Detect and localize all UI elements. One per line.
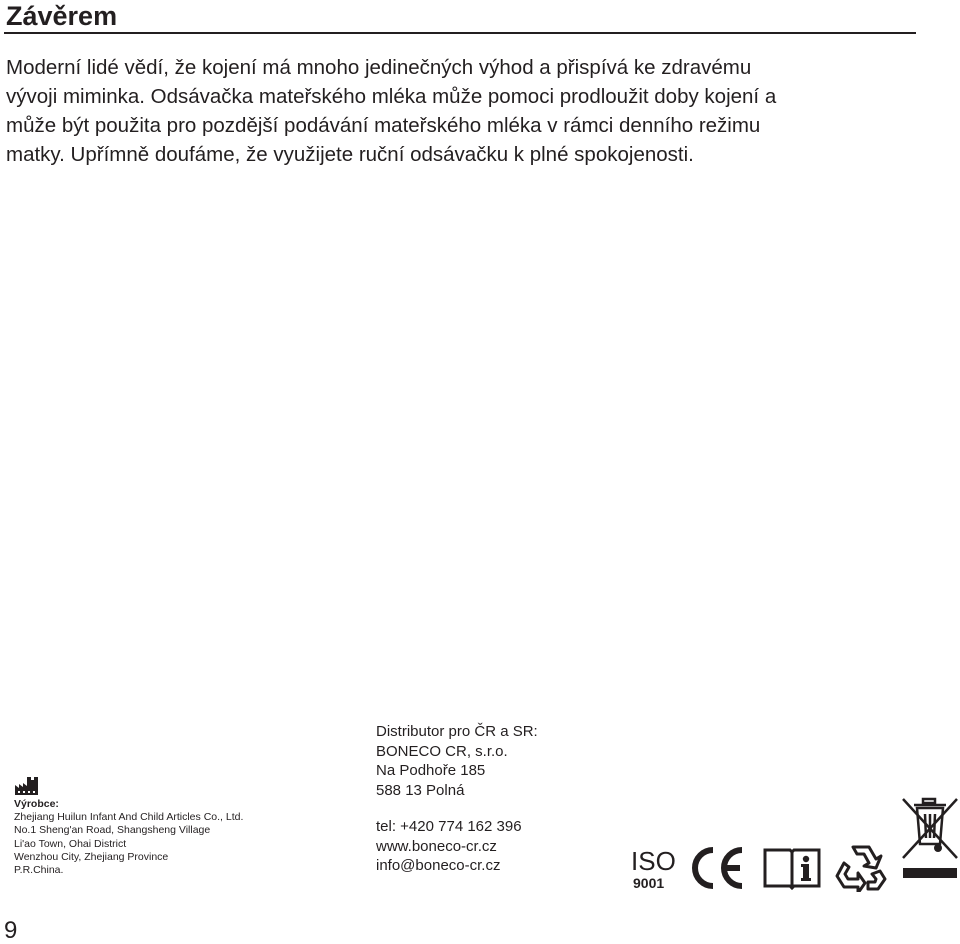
conclusion-paragraph bbox=[6, 53, 918, 169]
distributor-line: Na Podhoře 185 bbox=[376, 762, 486, 779]
distributor-contacts bbox=[376, 817, 522, 876]
manufacturer-block bbox=[14, 798, 243, 877]
paragraph-line: Moderní lidé vědí, že kojení má mnoho jedinečných výhod a přispívá ke zdravému bbox=[6, 56, 752, 79]
manufacturer-line: P.R.China. bbox=[14, 864, 64, 877]
paragraph-line: matky. Upřímně doufáme, že využijete ruční odsávačku k plné spokojenosti. bbox=[6, 143, 694, 166]
paragraph-line: může být použita pro pozdější podávání mateřského mléka v rámci denního režimu bbox=[6, 114, 761, 137]
manufacturer-label: Výrobce: bbox=[14, 798, 59, 810]
phone-text: tel: +420 774 162 396 bbox=[376, 818, 522, 835]
distributor-block bbox=[376, 722, 538, 800]
crossed-bin-icon bbox=[900, 796, 960, 892]
title-underline bbox=[4, 32, 916, 34]
iso-number: 9001 bbox=[633, 875, 665, 891]
email-text: info@boneco-cr.cz bbox=[376, 857, 501, 874]
ce-mark-icon bbox=[690, 846, 746, 890]
recycle-icon bbox=[834, 842, 888, 892]
iso-9001-logo bbox=[630, 844, 676, 892]
distributor-line: BONECO CR, s.r.o. bbox=[376, 742, 508, 760]
page-number: 9 bbox=[4, 917, 18, 944]
manufacturer-line: Zhejiang Huilun Infant And Child Articles Co., Ltd. bbox=[14, 811, 244, 824]
iso-text: ISO bbox=[631, 846, 676, 876]
manufacturer-line: No.1 Sheng'an Road, Shangsheng Village bbox=[14, 824, 211, 837]
paragraph-line: vývoji miminka. Odsávačka mateřského mléka může pomoci prodloužit doby kojení a bbox=[6, 85, 777, 108]
manufacturer-line: Li'ao Town, Ohai District bbox=[14, 837, 127, 850]
manufacturer-line: Wenzhou City, Zhejiang Province bbox=[14, 850, 169, 863]
website-text: www.boneco-cr.cz bbox=[376, 837, 497, 855]
distributor-line: 588 13 Polná bbox=[376, 781, 465, 799]
distributor-line: Distributor pro ČR a SR: bbox=[376, 723, 538, 740]
factory-icon bbox=[14, 776, 40, 796]
read-manual-icon bbox=[762, 846, 822, 890]
page-title: Závěrem bbox=[6, 1, 118, 31]
